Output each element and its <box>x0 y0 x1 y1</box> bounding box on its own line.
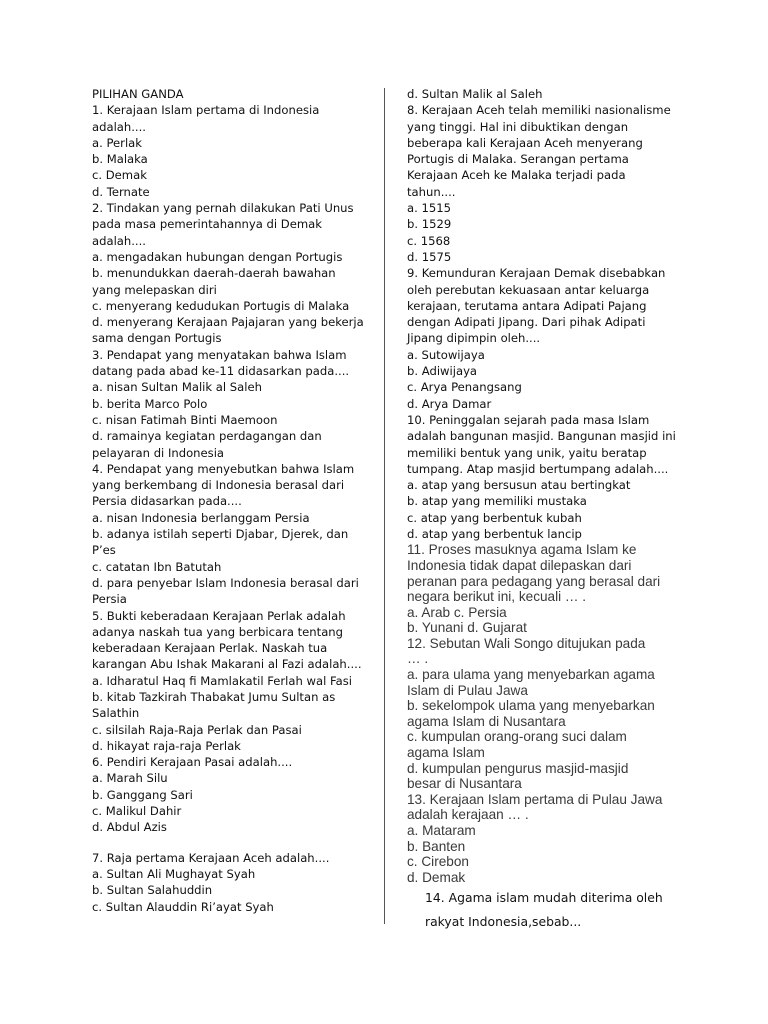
text-line: a. Sultan Ali Mughayat Syah <box>92 866 256 881</box>
text-line: 8. Kerajaan Aceh telah memiliki nasionalisme <box>407 103 671 118</box>
text-line: Islam di Pulau Jawa <box>407 682 528 698</box>
question-line: rakyat Indonesia,sebab... <box>425 914 582 930</box>
text-line: beberapa kali Kerajaan Aceh menyerang <box>407 135 643 150</box>
text-line: a. nisan Sultan Malik al Saleh <box>92 380 262 395</box>
text-line: d. menyerang Kerajaan Pajajaran yang bekerja <box>92 315 364 330</box>
text-line: dengan Adipati Jipang. Dari pihak Adipati <box>407 315 646 330</box>
text-line: a. mengadakan hubungan dengan Portugis <box>92 249 343 264</box>
text-line: 5. Bukti keberadaan Kerajaan Perlak adalah <box>92 608 346 623</box>
text-line: 4. Pendapat yang menyebutkan bahwa Islam <box>92 461 355 476</box>
text-line: c. Demak <box>92 168 147 183</box>
text-line: c. menyerang kedudukan Portugis di Malaka <box>92 298 350 313</box>
text-line: c. silsilah Raja-Raja Perlak dan Pasai <box>92 722 302 737</box>
text-line: b. kitab Tazkirah Thabakat Jumu Sultan as <box>92 689 336 704</box>
text-line: d. kumpulan pengurus masjid-masjid <box>407 760 629 776</box>
text-line: d. para penyebar Islam Indonesia berasal dari <box>92 575 359 590</box>
text-line: b. Yunani d. Gujarat <box>407 620 527 636</box>
text-line: tumpang. Atap masjid bertumpang adalah.... <box>407 461 669 476</box>
text-line: Indonesia tidak dapat dilepaskan dari <box>407 557 632 573</box>
text-line: 2. Tindakan yang pernah dilakukan Pati Unus <box>92 201 354 216</box>
text-line: a. para ulama yang menyebarkan agama <box>407 667 655 683</box>
text-line: kerajaan, terutama antara Adipati Pajang <box>407 298 647 313</box>
text-line: 1. Kerajaan Islam pertama di Indonesia <box>92 103 320 118</box>
text-line: a. Sutowijaya <box>407 347 485 362</box>
text-line: 13. Kerajaan Islam pertama di Pulau Jawa <box>407 791 663 807</box>
left-column <box>92 86 375 915</box>
text-line: a. nisan Indonesia berlanggam Persia <box>92 510 310 525</box>
text-line: d. Ternate <box>92 184 150 199</box>
text-line: b. Ganggang Sari <box>92 787 193 802</box>
text-line: b. 1529 <box>407 217 452 232</box>
text-line: Portugis di Malaka. Serangan pertama <box>407 152 629 167</box>
text-line: adanya naskah tua yang berbicara tentang <box>92 624 344 639</box>
text-line: adalah bangunan masjid. Bangunan masjid ini <box>407 429 676 444</box>
text-line: b. Banten <box>407 838 466 854</box>
text-line: memiliki bentuk yang unik, yaitu beratap <box>407 445 647 460</box>
text-line: c. Malikul Dahir <box>92 804 182 819</box>
text-line: d. Abdul Azis <box>92 820 167 835</box>
text-line: … . <box>407 651 429 667</box>
text-line: Jipang dipimpin oleh.... <box>407 331 541 346</box>
text-line: d. atap yang berbentuk lancip <box>407 527 582 542</box>
text-line: karangan Abu Ishak Makarani al Fazi adalah.... <box>92 657 362 672</box>
text-line: 7. Raja pertama Kerajaan Aceh adalah.... <box>92 850 330 865</box>
text-line: a. Arab c. Persia <box>407 604 507 620</box>
text-line: d. 1575 <box>407 249 452 264</box>
text-line: Salathin <box>92 706 140 721</box>
text-line: b. Sultan Salahuddin <box>92 883 213 898</box>
column-divider <box>384 88 385 924</box>
text-line: tahun.... <box>407 184 456 199</box>
text-line: Kerajaan Aceh ke Malaka terjadi pada <box>407 168 626 183</box>
text-line: d. ramainya kegiatan perdagangan dan <box>92 429 322 444</box>
text-line: c. atap yang berbentuk kubah <box>407 510 582 525</box>
text-line: d. Arya Damar <box>407 396 492 411</box>
text-line: b. sekelompok ulama yang menyebarkan <box>407 698 655 714</box>
text-line: 9. Kemunduran Kerajaan Demak disebabkan <box>407 266 666 281</box>
text-line: c. Sultan Alauddin Ri’ayat Syah <box>92 899 274 914</box>
text-line: d. Sultan Malik al Saleh <box>407 87 543 101</box>
text-line: adalah.... <box>92 233 146 248</box>
text-line: b. Malaka <box>92 152 148 167</box>
text-line: negara berikut ini, kecuali … . <box>407 589 587 605</box>
text-line: peranan para pedagang yang berasal dari <box>407 573 661 589</box>
text-line: agama Islam <box>407 745 485 761</box>
text-line: pada masa pemerintahannya di Demak <box>92 217 322 232</box>
text-line: 11. Proses masuknya agama Islam ke <box>407 542 637 558</box>
text-line: yang berkembang di Indonesia berasal dari <box>92 478 345 493</box>
text-line: adalah.... <box>92 119 146 134</box>
spacer <box>92 836 375 850</box>
text-line: sama dengan Portugis <box>92 331 222 346</box>
text-line: a. Mataram <box>407 823 476 838</box>
text-line: agama Islam di Nusantara <box>407 713 566 729</box>
text-line: d. Demak <box>407 869 466 885</box>
text-line: d. hikayat raja-raja Perlak <box>92 738 241 753</box>
text-line: 10. Peninggalan sejarah pada masa Islam <box>407 412 650 427</box>
text-line: yang melepaskan diri <box>92 282 217 297</box>
text-line: P’es <box>92 543 116 558</box>
text-line: b. berita Marco Polo <box>92 396 208 411</box>
text-line: a. Perlak <box>92 135 142 150</box>
text-line: datang pada abad ke-11 didasarkan pada.... <box>92 364 350 379</box>
text-line: yang tinggi. Hal ini dibuktikan dengan <box>407 119 629 134</box>
text-line: pelayaran di Indonesia <box>92 445 225 460</box>
text-line: Persia <box>92 592 127 607</box>
text-line: b. menundukkan daerah-daerah bawahan <box>92 266 336 281</box>
text-line: a. atap yang bersusun atau bertingkat <box>407 478 631 493</box>
text-line: adalah kerajaan … . <box>407 807 529 823</box>
text-line: a. 1515 <box>407 201 451 216</box>
text-line: keberadaan Kerajaan Perlak. Naskah tua <box>92 641 328 656</box>
text-line: b. atap yang memiliki mustaka <box>407 494 587 509</box>
text-line: a. Marah Silu <box>92 771 168 786</box>
text-line: b. Adiwijaya <box>407 364 478 379</box>
text-line: Persia didasarkan pada.... <box>92 494 242 509</box>
text-line: PILIHAN GANDA <box>92 87 184 101</box>
text-line: 12. Sebutan Wali Songo ditujukan pada <box>407 635 646 651</box>
right-column <box>407 86 677 933</box>
text-line: a. Idharatul Haq fi Mamlakatil Ferlah wal Fasi <box>92 673 353 688</box>
question-line: 14. Agama islam mudah diterima oleh <box>425 890 663 906</box>
text-line: b. adanya istilah seperti Djabar, Djerek, dan <box>92 527 349 542</box>
text-line: 3. Pendapat yang menyatakan bahwa Islam <box>92 347 347 362</box>
text-line: c. catatan Ibn Batutah <box>92 559 222 574</box>
text-line: c. kumpulan orang-orang suci dalam <box>407 729 627 745</box>
text-line: 6. Pendiri Kerajaan Pasai adalah.... <box>92 755 293 770</box>
text-line: besar di Nusantara <box>407 776 522 792</box>
text-line: c. Arya Penangsang <box>407 380 522 395</box>
text-line: c. 1568 <box>407 233 451 248</box>
text-line: c. Cirebon <box>407 854 469 870</box>
text-line: oleh perebutan kekuasaan antar keluarga <box>407 282 650 297</box>
text-line: c. nisan Fatimah Binti Maemoon <box>92 412 278 427</box>
